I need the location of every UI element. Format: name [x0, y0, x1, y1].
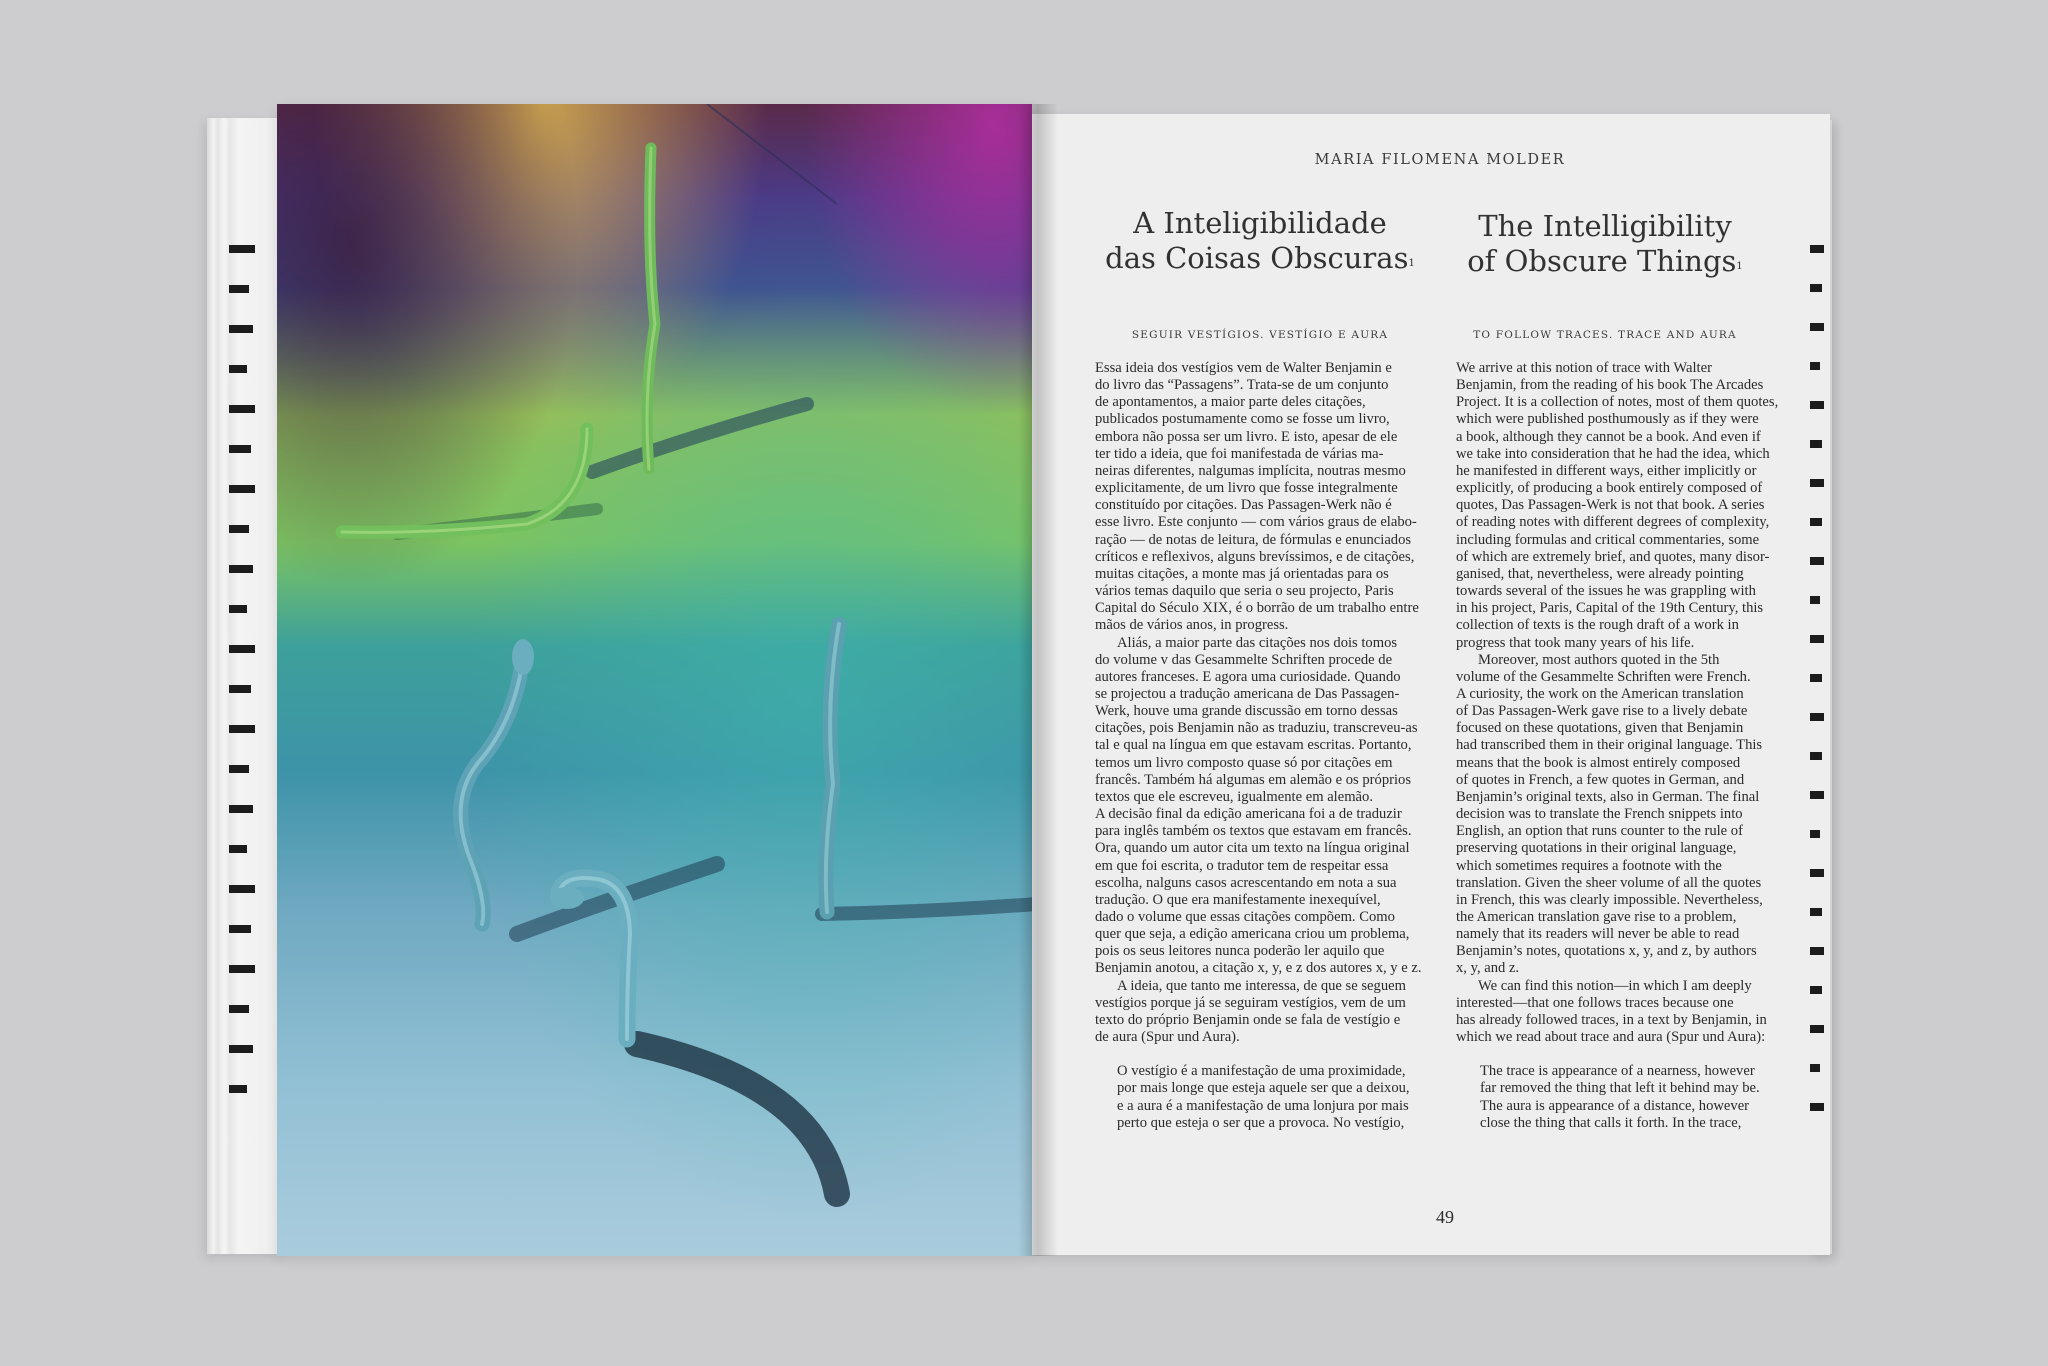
text-line: vários temas daquilo que seria o seu projecto, Paris	[1095, 583, 1394, 600]
text-line: e a aura é a manifestação de uma lonjura por mais	[1117, 1097, 1409, 1114]
text-line: embora não possa ser um livro. E isto, apesar de ele	[1095, 428, 1398, 445]
edge-tab-mark	[1810, 635, 1824, 643]
text-line: ter tido a ideia, que foi manifestada de várias ma-	[1095, 445, 1384, 462]
text-line: Werk, houve uma grande discussão em torno dessas	[1095, 703, 1398, 720]
text-line: focused on these quotations, given that Benjamin	[1456, 720, 1744, 737]
text-line: x, y, and z.	[1456, 960, 1520, 977]
text-line: Benjamin, from the reading of his book The Arcades	[1456, 377, 1764, 394]
text-line: had transcribed them in their original language. This	[1456, 737, 1763, 754]
text-line: Essa ideia dos vestígios vem de Walter Benjamin e	[1095, 360, 1392, 376]
text-line: of quotes in French, a few quotes in German, and	[1456, 771, 1745, 788]
column-portuguese	[1095, 360, 1431, 1132]
edge-tab-mark	[229, 645, 255, 653]
edge-tab-mark	[1810, 713, 1824, 721]
edge-tab-mark	[229, 605, 247, 613]
text-line: means that the book is almost entirely composed	[1456, 754, 1741, 771]
edge-tab-mark	[1810, 752, 1822, 760]
text-line: which were published posthumously as if they were	[1456, 411, 1759, 428]
text-line: collection of texts is the rough draft of a work in	[1456, 617, 1739, 634]
edge-tab-mark	[1810, 1025, 1824, 1033]
edge-tab-mark	[1810, 908, 1822, 916]
edge-tab-mark	[229, 405, 255, 413]
text-line: in French, this was clearly impossible. Nevertheless,	[1456, 891, 1763, 908]
text-line: tal e qual na língua em que estavam escritas. Portanto,	[1095, 737, 1412, 754]
title-en-line-1: The Intelligibility	[1478, 209, 1732, 243]
text-line: de aura (Spur und Aura).	[1095, 1029, 1240, 1046]
pt-block-quote	[1095, 1063, 1431, 1132]
text-line: Benjamin anotou, a citação x, y, e z dos autores x, y e z.	[1095, 960, 1422, 977]
pt-paragraph-2	[1095, 635, 1431, 978]
text-line: explicitly, of producing a book entirely composed of	[1456, 480, 1763, 497]
edge-tab-mark	[229, 925, 251, 933]
text-line: decision was to translate the French snippets into	[1456, 806, 1743, 823]
text-line: mãos de vários anos, in progress.	[1095, 617, 1289, 634]
text-line: of which are extremely brief, and quotes, many disor-	[1456, 548, 1770, 565]
title-english	[1440, 209, 1770, 279]
text-line: autores franceses. E agora uma curiosidade. Quando	[1095, 668, 1401, 685]
text-line: textos que ele escreveu, igualmente em alemão.	[1095, 788, 1373, 805]
footnote-marker: 1	[1736, 261, 1743, 272]
text-line: citações, pois Benjamin não as traduziu, transcreveu-as	[1095, 720, 1418, 737]
edge-tab-mark	[1810, 323, 1824, 331]
pt-paragraph-1	[1095, 360, 1431, 635]
edge-tab-mark	[1810, 830, 1820, 838]
edge-tab-mark	[229, 485, 255, 493]
text-line: Project. It is a collection of notes, most of them quotes,	[1456, 394, 1779, 411]
text-line: English, an option that runs counter to the rule of	[1456, 823, 1743, 840]
text-line: We arrive at this notion of trace with Walter	[1456, 360, 1712, 376]
edge-tab-mark	[229, 565, 253, 573]
text-line: francês. Também há algumas em alemão e os próprios	[1095, 771, 1412, 788]
text-line: de apontamentos, a maior parte deles citações,	[1095, 394, 1366, 411]
edge-tab-mark	[229, 245, 255, 253]
text-line: para inglês também os textos que estavam em francês.	[1095, 823, 1412, 840]
en-paragraph-2	[1456, 652, 1792, 978]
edge-tab-mark	[1810, 947, 1824, 955]
text-line: he manifested in different ways, either implicitly or	[1456, 462, 1757, 479]
edge-tab-mark	[1810, 401, 1824, 409]
text-line: including formulas and critical commentaries, some	[1456, 531, 1760, 548]
text-line: translation. Given the sheer volume of all the quotes	[1456, 874, 1762, 891]
text-line: constituído por citações. Das Passagen-Werk não é	[1095, 497, 1392, 514]
text-line: interested—that one follows traces because one	[1456, 994, 1734, 1011]
edge-tab-mark	[1810, 284, 1822, 292]
text-line: tradução. O que era manifestamente inexequível,	[1095, 891, 1381, 908]
text-line: críticos e reflexivos, alguns brevíssimos, e de citações,	[1095, 548, 1415, 565]
text-line: Aliás, a maior parte das citações nos dois tomos	[1117, 634, 1398, 651]
edge-tab-mark	[229, 885, 255, 893]
title-en-line-2: of Obscure Things	[1467, 244, 1737, 278]
text-line: close the thing that calls it forth. In the trace,	[1480, 1114, 1742, 1131]
edge-tab-mark	[229, 325, 253, 333]
pt-paragraph-3	[1095, 978, 1431, 1047]
text-line: has already followed traces, in a text by Benjamin, in	[1456, 1011, 1767, 1028]
text-line: namely that its readers will never be able to read	[1456, 926, 1740, 943]
text-line: Ora, quando um autor cita um texto na língua original	[1095, 840, 1410, 857]
edge-tab-mark	[1810, 674, 1822, 682]
text-line: We can find this notion—in which I am deeply	[1478, 977, 1752, 994]
edge-tab-mark	[229, 525, 249, 533]
text-line: Moreover, most authors quoted in the 5th	[1478, 651, 1720, 668]
en-paragraph-3	[1456, 978, 1792, 1047]
text-line: dado o volume que essas citações compõem. Como	[1095, 909, 1395, 925]
text-line: perto que esteja o ser que a provoca. No vestígio,	[1117, 1114, 1405, 1131]
text-line: of reading notes with different degrees of complexity,	[1456, 514, 1770, 531]
edge-tab-mark	[1810, 518, 1822, 526]
text-line: quotes, Das Passagen-Werk is not that book. A series	[1456, 497, 1765, 514]
text-line: volume of the Gesammelte Schriften were French.	[1456, 668, 1751, 685]
text-line: vestígios porque já se seguiram vestígios, vem de um	[1095, 994, 1406, 1011]
edge-tab-mark	[1810, 440, 1822, 448]
text-line: em que foi escrita, o tradutor tem de respeitar essa	[1095, 857, 1389, 874]
edge-tab-mark	[1810, 1064, 1820, 1072]
text-line: Benjamin’s notes, quotations x, y, and z, by authors	[1456, 943, 1757, 960]
edge-tab-mark	[1810, 362, 1820, 370]
en-paragraph-1	[1456, 360, 1792, 652]
running-head-author: MARIA FILOMENA MOLDER	[1314, 152, 1566, 168]
text-line: which we read about trace and aura (Spur und Aura):	[1456, 1029, 1766, 1046]
text-line: se projectou a tradução americana de Das Passagen-	[1095, 685, 1400, 702]
text-line: temos um livro composto quase só por citações em	[1095, 754, 1393, 771]
text-line: preserving quotations in their original language,	[1456, 840, 1737, 857]
edge-tab-mark	[229, 965, 255, 973]
footnote-marker: 1	[1408, 258, 1415, 269]
edge-tab-mark	[229, 725, 255, 733]
title-portuguese	[1085, 206, 1435, 276]
text-line: in his project, Paris, Capital of the 19th Century, this	[1456, 600, 1764, 617]
text-line: por mais longe que esteja aquele ser que a deixou,	[1117, 1080, 1410, 1097]
edge-tab-mark	[229, 805, 253, 813]
text-line: the American translation gave rise to a problem,	[1456, 909, 1737, 925]
text-line: progress that took many years of his life.	[1456, 634, 1695, 651]
text-line: neiras diferentes, nalgumas implícita, noutras mesmo	[1095, 462, 1406, 479]
text-line: towards several of the issues he was grappling with	[1456, 583, 1756, 600]
page-number: 49	[1436, 1207, 1454, 1227]
text-line: quer que seja, a edição americana criou um problema,	[1095, 926, 1410, 943]
text-line: do livro das “Passagens”. Trata-se de um conjunto	[1095, 377, 1389, 394]
text-line: ração — de notas de leitura, de fórmulas e enunciados	[1095, 531, 1412, 548]
text-line: of Das Passagen-Werk gave rise to a lively debate	[1456, 703, 1748, 720]
text-line: explicitamente, de um livro que fosse integralmente	[1095, 480, 1398, 497]
edge-tab-mark	[229, 1005, 249, 1013]
text-line: we take into consideration that he had the idea, which	[1456, 445, 1770, 462]
edge-tab-mark	[229, 445, 251, 453]
text-line: ganised, that, nevertheless, were already pointing	[1456, 565, 1744, 582]
column-english	[1456, 360, 1792, 1132]
edge-tab-mark	[229, 845, 247, 853]
text-line: The trace is appearance of a nearness, however	[1480, 1063, 1755, 1080]
section-heading-en: TO FOLLOW TRACES. TRACE AND AURA	[1473, 329, 1737, 341]
text-line: Benjamin’s original texts, also in German. The final	[1456, 788, 1760, 805]
edge-tabs-right	[1810, 245, 1830, 1145]
title-pt-line-2: das Coisas Obscuras	[1105, 241, 1409, 275]
text-line: A decisão final da edição americana foi a de traduzir	[1095, 806, 1402, 823]
edge-tab-mark	[229, 285, 249, 293]
text-line: O vestígio é a manifestação de uma proximidade,	[1117, 1063, 1406, 1080]
text-line: The aura is appearance of a distance, however	[1480, 1097, 1750, 1114]
en-block-quote	[1456, 1063, 1792, 1132]
edge-tab-mark	[229, 365, 247, 373]
text-line: Capital do Século XIX, é o borrão de um trabalho entre	[1095, 600, 1419, 617]
text-line: far removed the thing that left it behind may be.	[1480, 1080, 1760, 1097]
text-line: do volume v das Gesammelte Schriften procede de	[1095, 651, 1393, 668]
text-line: A curiosity, the work on the American translation	[1456, 685, 1744, 702]
section-heading-pt: SEGUIR VESTÍGIOS. VESTÍGIO E AURA	[1131, 329, 1389, 341]
edge-tab-mark	[229, 685, 251, 693]
text-line: publicados postumamente como se fosse um livro,	[1095, 411, 1390, 428]
edge-tab-mark	[229, 765, 249, 773]
edge-tab-mark	[1810, 791, 1824, 799]
edge-tab-mark	[1810, 986, 1822, 994]
text-line: A ideia, que tanto me interessa, de que se seguem	[1117, 977, 1406, 994]
text-line: esse livro. Este conjunto — com vários graus de elabo-	[1095, 514, 1417, 531]
edge-tab-mark	[1810, 479, 1824, 487]
photo-page	[277, 104, 1032, 1256]
text-line: a book, although they cannot be a book. And even if	[1456, 428, 1761, 445]
text-line: escolha, nalguns casos acrescentando em nota a sua	[1095, 874, 1397, 891]
edge-tab-mark	[1810, 596, 1820, 604]
text-line: pois os seus leitores nunca poderão ler aquilo que	[1095, 943, 1385, 960]
sculpture-photograph	[277, 104, 1032, 1256]
edge-tab-mark	[1810, 869, 1824, 877]
text-line: muitas citações, a monte mas já orientadas para os	[1095, 565, 1389, 582]
edge-tab-mark	[229, 1085, 247, 1093]
edge-tab-mark	[1810, 557, 1824, 565]
edge-tab-mark	[1810, 1103, 1824, 1111]
edge-tab-mark	[1810, 245, 1824, 253]
text-line: texto do próprio Benjamin onde se fala de vestígio e	[1095, 1011, 1401, 1028]
title-pt-line-1: A Inteligibilidade	[1133, 206, 1387, 240]
text-line: which sometimes requires a footnote with the	[1456, 857, 1722, 874]
edge-tabs-left	[229, 245, 257, 1135]
edge-tab-mark	[229, 1045, 253, 1053]
